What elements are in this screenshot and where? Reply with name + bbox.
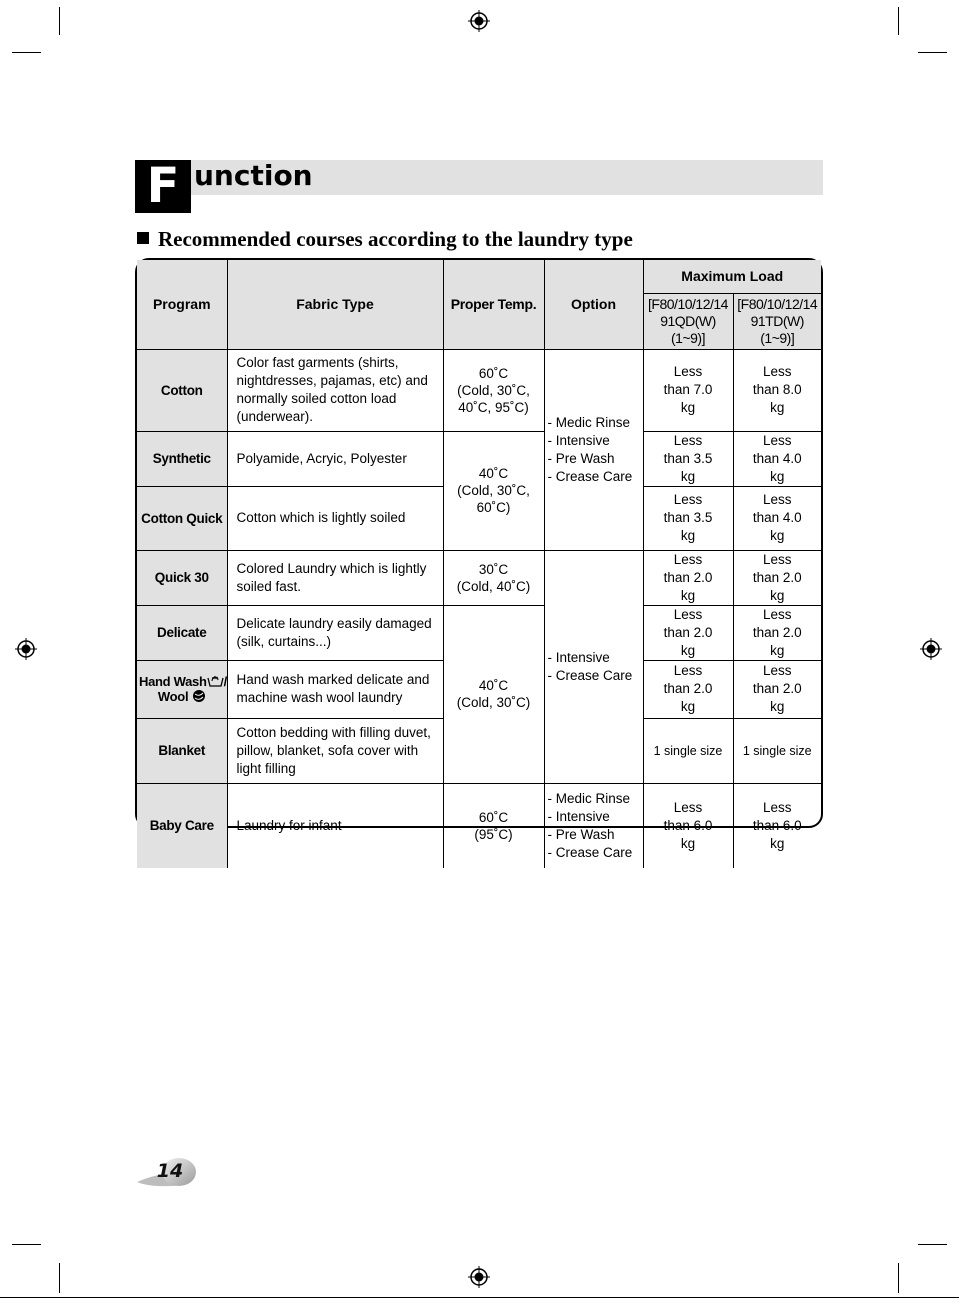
temp-quick-30	[443, 550, 544, 605]
options-group-1	[544, 349, 643, 550]
program-delicate: Delicate	[137, 605, 227, 660]
load-qd-quick-30: Less than 2.0 kg	[643, 550, 733, 605]
fabric-hand-wash-wool: Hand wash marked delicate and machine wash wool laundry	[227, 660, 443, 718]
section-title	[137, 224, 633, 254]
option-item: - Crease Care	[547, 667, 633, 683]
temp-line: (Cold, 30˚C,	[457, 483, 530, 498]
load-qd-cotton-quick: Less than 3.5 kg	[643, 486, 733, 550]
fabric-blanket: Cotton bedding with filling duvet, pillow, blanket, sofa cover with light filling	[227, 718, 443, 783]
temp-line: 60˚C	[478, 365, 509, 381]
temp-delicate	[443, 605, 544, 783]
table-row	[137, 550, 821, 605]
header-option: Option	[544, 260, 643, 349]
program-hand-wash-label: Hand Wash	[139, 674, 207, 689]
crop-mark	[918, 52, 947, 53]
hand-wash-icon	[207, 674, 224, 687]
crop-mark	[12, 1244, 41, 1245]
table-row	[137, 783, 821, 868]
load-qd-hand-wash: Less than 2.0 kg	[643, 660, 733, 718]
header-fabric-type: Fabric Type	[227, 260, 443, 349]
program-baby-care: Baby Care	[137, 783, 227, 868]
header-maximum-load: Maximum Load	[643, 260, 821, 293]
load-td-cotton: Less than 8.0 kg	[733, 349, 821, 431]
slash: /	[223, 674, 227, 689]
load-td-baby-care: Less than 6.0 kg	[733, 783, 821, 868]
registration-mark-icon	[468, 1266, 490, 1288]
registration-mark-icon	[468, 10, 490, 32]
crop-mark	[918, 1244, 947, 1245]
fabric-baby-care: Laundry for infant	[227, 783, 443, 868]
load-qd-synthetic: Less than 3.5 kg	[643, 431, 733, 486]
registration-mark-icon	[920, 638, 942, 660]
fabric-quick-30: Colored Laundry which is lightly soiled fast.	[227, 550, 443, 605]
section-title-text: Recommended courses according to the laundry type	[158, 227, 633, 251]
options-group-2	[544, 550, 643, 783]
temp-line: (95˚C)	[474, 826, 513, 842]
program-cotton-quick: Cotton Quick	[137, 486, 227, 550]
option-item: - Intensive	[547, 649, 610, 665]
crop-mark	[898, 7, 899, 35]
temp-line: (Cold, 40˚C)	[456, 578, 531, 594]
fabric-synthetic: Polyamide, Acryic, Polyester	[227, 431, 443, 486]
crop-mark	[12, 52, 41, 53]
courses-table	[135, 258, 823, 860]
temp-line: 40˚C	[478, 466, 509, 481]
header-proper-temp: Proper Temp.	[443, 260, 544, 349]
temp-line: 60˚C)	[476, 500, 511, 515]
header-initial-letter: F	[135, 160, 191, 213]
options-group-3	[544, 783, 643, 868]
page-number: 14	[156, 1160, 184, 1182]
temp-line: (Cold, 30˚C,	[457, 382, 530, 398]
header-title: unction	[194, 159, 313, 192]
header-model-td: [F80/10/12/14 91TD(W)(1~9)]	[733, 293, 821, 349]
temp-synthetic	[443, 431, 544, 550]
wool-ball-icon	[192, 689, 206, 703]
load-td-synthetic: Less than 4.0 kg	[733, 431, 821, 486]
table-row	[137, 605, 821, 660]
crop-mark	[0, 1297, 959, 1298]
load-td-blanket: 1 single size	[733, 718, 821, 783]
load-qd-cotton: Less than 7.0 kg	[643, 349, 733, 431]
header-model-qd: [F80/10/12/14 91QD(W)(1~9)]	[643, 293, 733, 349]
program-blanket: Blanket	[137, 718, 227, 783]
option-item: - Crease Care	[547, 844, 633, 860]
program-wool	[139, 689, 225, 704]
load-td-delicate: Less than 2.0 kg	[733, 605, 821, 660]
temp-line: 60˚C	[478, 809, 509, 825]
option-item: - Pre Wash	[547, 450, 615, 466]
load-td-quick-30: Less than 2.0 kg	[733, 550, 821, 605]
crop-mark	[59, 7, 60, 35]
header-program: Program	[137, 260, 227, 349]
fabric-cotton-quick: Cotton which is lightly soiled	[227, 486, 443, 550]
table-row	[137, 349, 821, 431]
fabric-delicate: Delicate laundry easily damaged (silk, curtains...)	[227, 605, 443, 660]
temp-line: (Cold, 30˚C)	[456, 695, 531, 710]
program-cotton: Cotton	[137, 349, 227, 431]
load-qd-baby-care: Less than 6.0 kg	[643, 783, 733, 868]
program-hand-wash	[139, 674, 225, 689]
option-item: - Medic Rinse	[547, 790, 631, 806]
temp-line: 40˚C	[478, 678, 509, 693]
option-item: - Intensive	[547, 808, 610, 824]
option-item: - Crease Care	[547, 468, 633, 484]
program-synthetic: Synthetic	[137, 431, 227, 486]
table-row	[137, 431, 821, 486]
program-hand-wash-wool	[137, 660, 227, 718]
temp-cotton	[443, 349, 544, 431]
load-td-hand-wash: Less than 2.0 kg	[733, 660, 821, 718]
load-qd-blanket: 1 single size	[643, 718, 733, 783]
temp-line: 40˚C, 95˚C)	[458, 399, 529, 415]
crop-mark	[59, 1263, 60, 1293]
fabric-cotton: Color fast garments (shirts, nightdresses, pajamas, etc) and normally soiled cotton load (underwear).	[227, 349, 443, 431]
option-item: - Pre Wash	[547, 826, 615, 842]
program-quick-30: Quick 30	[137, 550, 227, 605]
program-wool-label: Wool	[157, 689, 189, 704]
temp-line: 30˚C	[478, 561, 509, 577]
crop-mark	[898, 1263, 899, 1293]
bullet-square-icon	[137, 232, 149, 244]
load-qd-delicate: Less than 2.0 kg	[643, 605, 733, 660]
temp-baby-care	[443, 783, 544, 868]
load-td-cotton-quick: Less than 4.0 kg	[733, 486, 821, 550]
option-item: - Intensive	[547, 432, 610, 448]
registration-mark-icon	[15, 638, 37, 660]
option-item: - Medic Rinse	[547, 414, 631, 430]
